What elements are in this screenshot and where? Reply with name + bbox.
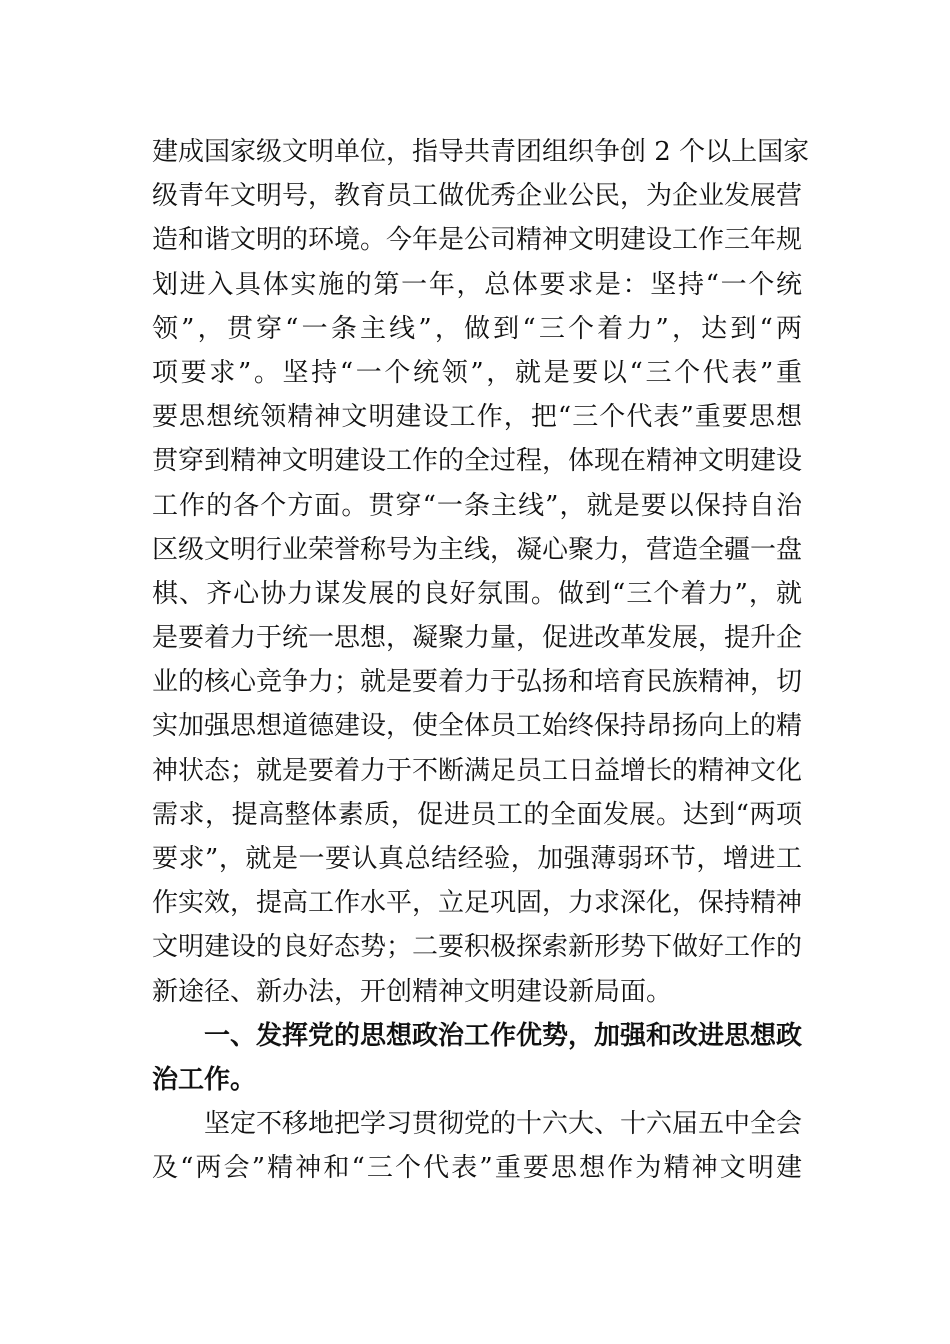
paragraph-line: 工作的各个方面。贯穿“一条主线”，就是要以保持自治 xyxy=(152,490,802,521)
paragraph-line: 贯穿到精神文明建设工作的全过程，体现在精神文明建设 xyxy=(152,446,803,477)
paragraph-line: 建成国家级文明单位，指导共青团组织争创 2 个以上国家 xyxy=(152,137,810,167)
heading-line: 治工作。 xyxy=(152,1064,257,1095)
paragraph-line: 划进入具体实施的第一年，总体要求是：坚持“一个统 xyxy=(152,269,802,300)
paragraph-line: 是要着力于统一思想，凝聚力量，促进改革发展，提升企 xyxy=(152,623,803,654)
paragraph-line: 造和谐文明的环境。今年是公司精神文明建设工作三年规 xyxy=(152,225,803,256)
paragraph-line: 需求，提高整体素质，促进员工的全面发展。达到“两项 xyxy=(152,799,802,830)
paragraph-line: 棋、齐心协力谋发展的良好氛围。做到“三个着力”，就 xyxy=(152,578,802,609)
paragraph-line: 项要求”。坚持“一个统领”，就是要以“三个代表”重 xyxy=(152,357,802,388)
paragraph-line: 实加强思想道德建设，使全体员工始终保持昂扬向上的精 xyxy=(152,711,803,742)
paragraph-line: 坚定不移地把学习贯彻党的十六大、十六届五中全会 xyxy=(204,1109,803,1140)
paragraph-line: 神状态；就是要着力于不断满足员工日益增长的精神文化 xyxy=(152,755,803,786)
document-body xyxy=(152,130,810,1191)
paragraph-line: 要求”，就是一要认真总结经验，加强薄弱环节，增进工 xyxy=(152,844,802,874)
paragraph-line: 要思想统领精神文明建设工作，把“三个代表”重要思想 xyxy=(152,402,802,433)
heading-line: 一、发挥党的思想政治工作优势，加强和改进思想政 xyxy=(204,1020,803,1051)
body-paragraph xyxy=(152,1102,802,1190)
paragraph-line: 作实效，提高工作水平，立足巩固，力求深化，保持精神 xyxy=(152,888,803,919)
body-paragraph xyxy=(152,130,810,1014)
section-heading xyxy=(152,1014,802,1102)
paragraph-line: 及“两会”精神和“三个代表”重要思想作为精神文明建 xyxy=(152,1153,802,1184)
paragraph-line: 级青年文明号，教育员工做优秀企业公民，为企业发展营 xyxy=(152,181,803,212)
paragraph-line: 区级文明行业荣誉称号为主线，凝心聚力，营造全疆一盘 xyxy=(152,534,803,565)
paragraph-line: 领”，贯穿“一条主线”，做到“三个着力”，达到“两 xyxy=(152,313,802,344)
paragraph-line: 业的核心竞争力；就是要着力于弘扬和培育民族精神，切 xyxy=(152,667,803,698)
paragraph-line: 新途径、新办法，开创精神文明建设新局面。 xyxy=(152,976,673,1007)
paragraph-line: 文明建设的良好态势；二要积极探索新形势下做好工作的 xyxy=(152,932,803,963)
